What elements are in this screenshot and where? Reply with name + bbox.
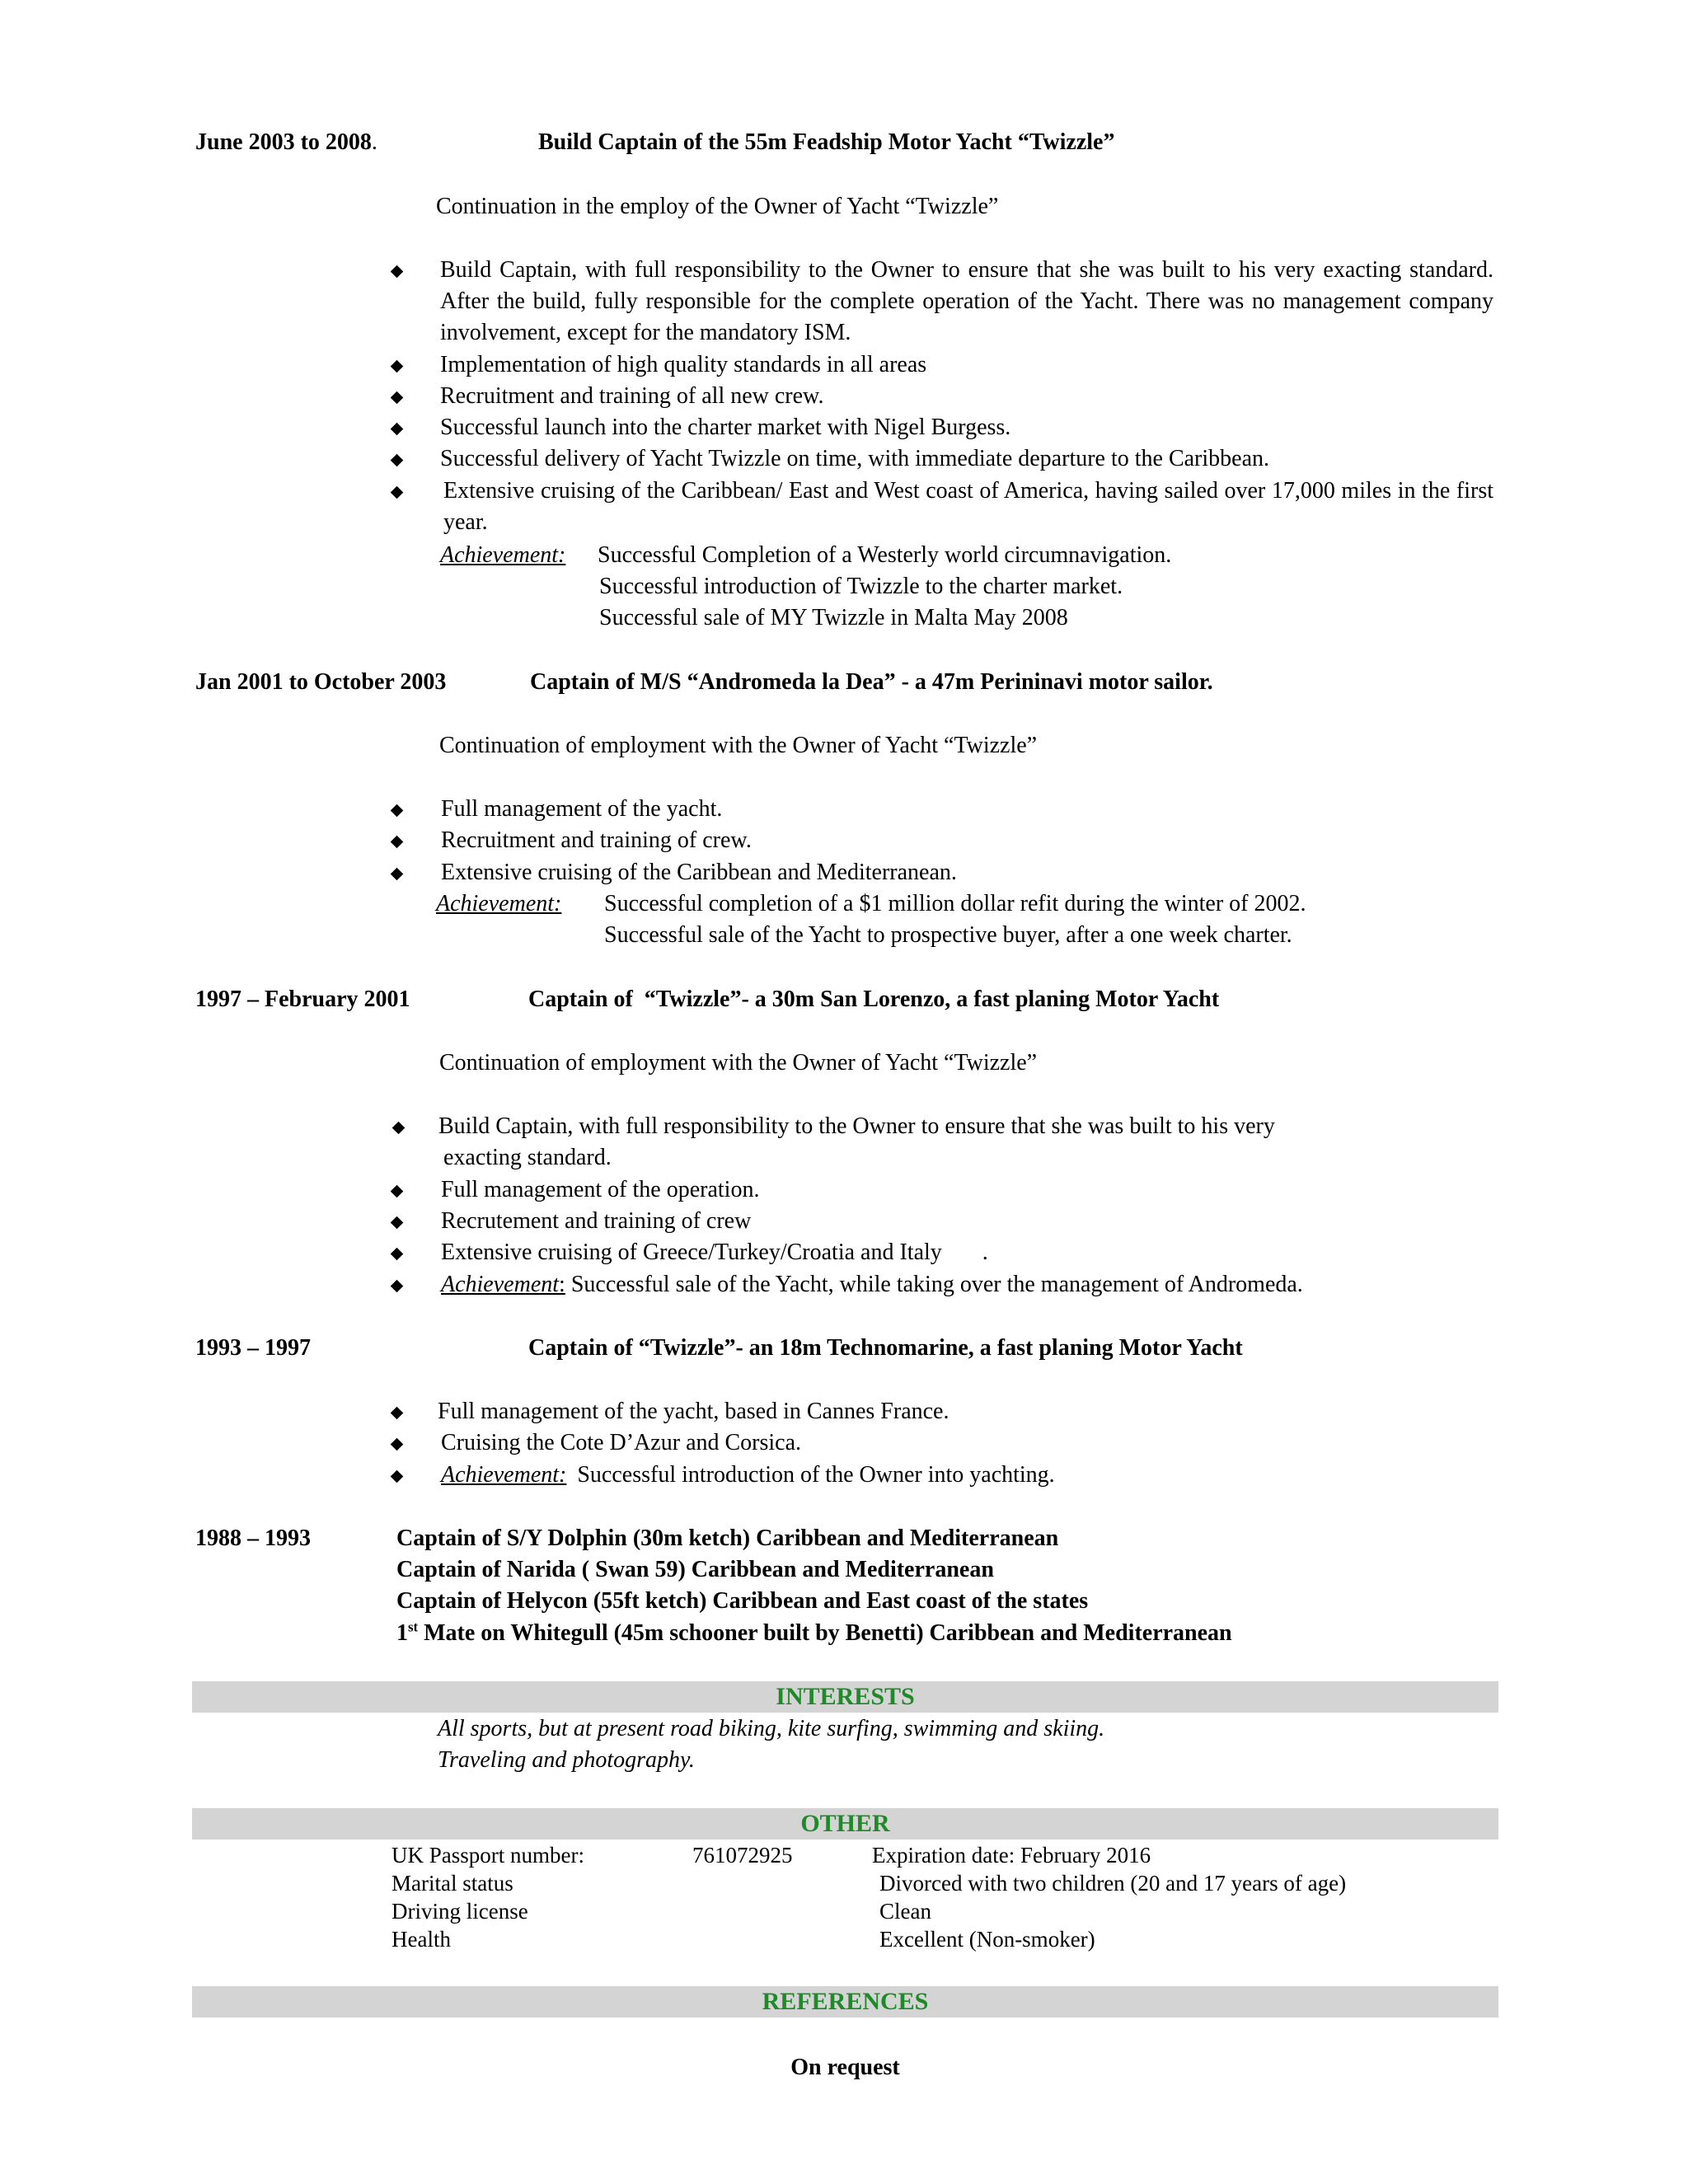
job-bullet: Full management of the yacht. (441, 796, 723, 822)
achievement-item: Successful sale of the Yacht to prospective buyer, after a one week charter. (604, 922, 1292, 948)
job-bullet-continuation: exacting standard. (443, 1145, 612, 1170)
achievement-item: Successful Completion of a Westerly world circumnavigation. (598, 542, 1172, 568)
other-value: Clean (879, 1899, 931, 1924)
role-line: Captain of Helycon (55ft ketch) Caribbean and East coast of the states (396, 1588, 1089, 1614)
job-period: Jan 2001 to October 2003 (195, 669, 447, 695)
job-title: Captain of M/S “Andromeda la Dea” - a 47m Perininavi motor sailor. (530, 669, 1213, 695)
job-intro: Continuation of employment with the Owner of Yacht “Twizzle” (439, 1050, 1038, 1076)
bullet-icon (391, 423, 404, 436)
bullet-icon (391, 391, 404, 405)
job-bullet: Build Captain, with full responsibility to the Owner to ensure that she was built to his very (438, 1113, 1275, 1139)
references-text: On request (790, 2055, 900, 2080)
other-label: UK Passport number: (392, 1843, 584, 1868)
job-title: Captain of “Twizzle”- a 30m San Lorenzo, a fast planing Motor Yacht (528, 987, 1220, 1012)
bullet-icon (391, 868, 404, 881)
other-value: Divorced with two children (20 and 17 years of age) (879, 1871, 1347, 1896)
bullet-icon (391, 486, 404, 499)
job-bullet: Recruitment and training of crew. (441, 827, 752, 853)
role-line: Captain of Narida ( Swan 59) Caribbean and Mediterranean (396, 1557, 994, 1582)
job-bullet: Build Captain, with full responsibility to the Owner to ensure that she was built to his very exacting standard. After the build, fully responsible for the complete operation of the Yacht. There was no management company involvement, except for the mandatory ISM. (440, 257, 1493, 345)
bullet-icon (391, 1185, 404, 1198)
achievement-item: Successful completion of a $1 million dollar refit during the winter of 2002. (604, 891, 1306, 916)
job-bullet: Full management of the operation. (441, 1177, 760, 1202)
bullet-icon (391, 1216, 404, 1230)
job-bullet: Extensive cruising of the Caribbean and Mediterranean. (441, 860, 957, 885)
job-intro: Continuation in the employ of the Owner of Yacht “Twizzle” (436, 194, 999, 219)
achievement-item: Successful sale of the Yacht, while taking over the management of Andromeda. (570, 1272, 1303, 1297)
bullet-icon (391, 1280, 404, 1293)
job-bullet: Extensive cruising of the Caribbean/ East and West coast of America, having sailed over 17,000 miles in the first year. (443, 478, 1493, 535)
job-bullet: Cruising the Cote D’Azur and Corsica. (441, 1430, 802, 1455)
achievement-label: Achievement: (440, 542, 566, 568)
achievement-line (441, 1460, 1055, 1491)
job-period: June 2003 to 2008. (195, 129, 377, 155)
job-bullet: Recrutement and training of crew (441, 1208, 752, 1234)
job-title: Captain of “Twizzle”- an 18m Technomarine, a fast planing Motor Yacht (528, 1335, 1243, 1361)
bullet-icon (392, 1122, 406, 1135)
job-bullet: Recruitment and training of all new crew. (440, 383, 824, 409)
bullet-icon (391, 265, 404, 279)
passport-number: 761072925 (692, 1843, 793, 1868)
job-period: 1988 – 1993 (195, 1526, 311, 1551)
achievement-item: Successful sale of MY Twizzle in Malta May 2008 (599, 605, 1068, 630)
other-value: Excellent (Non-smoker) (879, 1927, 1095, 1952)
achievement-label: Achievement (441, 1272, 560, 1297)
section-heading: OTHER (800, 1810, 890, 1837)
interests-line: Traveling and photography. (438, 1747, 695, 1773)
bullet-icon (391, 360, 404, 373)
bullet-icon (391, 1407, 404, 1420)
job-period: 1993 – 1997 (195, 1335, 311, 1361)
bullet-icon (391, 804, 404, 818)
achievement-line: Achievement: Successful sale of the Yacht, while taking over the management of Andromeda. (441, 1272, 1303, 1297)
section-heading: INTERESTS (776, 1683, 915, 1710)
achievement-item: Successful introduction of Twizzle to the charter market. (599, 574, 1123, 599)
achievement-label: Achievement: (436, 891, 562, 916)
job-intro: Continuation of employment with the Owner of Yacht “Twizzle” (439, 733, 1038, 758)
job-bullet: Extensive cruising of Greece/Turkey/Croatia and Italy . (441, 1240, 988, 1265)
section-heading: REFERENCES (762, 1988, 929, 2015)
other-label: Health (392, 1927, 451, 1952)
other-value: Expiration date: February 2016 (872, 1843, 1151, 1868)
bullet-icon (391, 836, 404, 849)
role-line: 1st Mate on Whitegull (45m schooner built by Benetti) Caribbean and Mediterranean (396, 1619, 1232, 1646)
other-label: Driving license (392, 1899, 528, 1924)
bullet-icon (391, 454, 404, 467)
bullet-icon (391, 1248, 404, 1261)
bullet-icon (391, 1470, 404, 1483)
job-bullet: Successful launch into the charter market with Nigel Burgess. (440, 415, 1011, 440)
job-bullet: Implementation of high quality standards in all areas (440, 352, 927, 377)
achievement-label: Achievement: (441, 1462, 567, 1488)
achievement-item: Successful introduction of the Owner into yachting. (577, 1462, 1055, 1488)
job-bullet: Full management of the yacht, based in Cannes France. (438, 1399, 950, 1424)
interests-line: All sports, but at present road biking, kite surfing, swimming and skiing. (438, 1716, 1105, 1741)
job-bullet: Successful delivery of Yacht Twizzle on time, with immediate departure to the Caribbean. (440, 446, 1270, 471)
job-title: Build Captain of the 55m Feadship Motor Yacht “Twizzle” (538, 129, 1115, 155)
other-label: Marital status (392, 1871, 513, 1896)
job-period: 1997 – February 2001 (195, 987, 410, 1012)
role-line: Captain of S/Y Dolphin (30m ketch) Caribbean and Mediterranean (396, 1526, 1059, 1551)
bullet-icon (391, 1438, 404, 1451)
